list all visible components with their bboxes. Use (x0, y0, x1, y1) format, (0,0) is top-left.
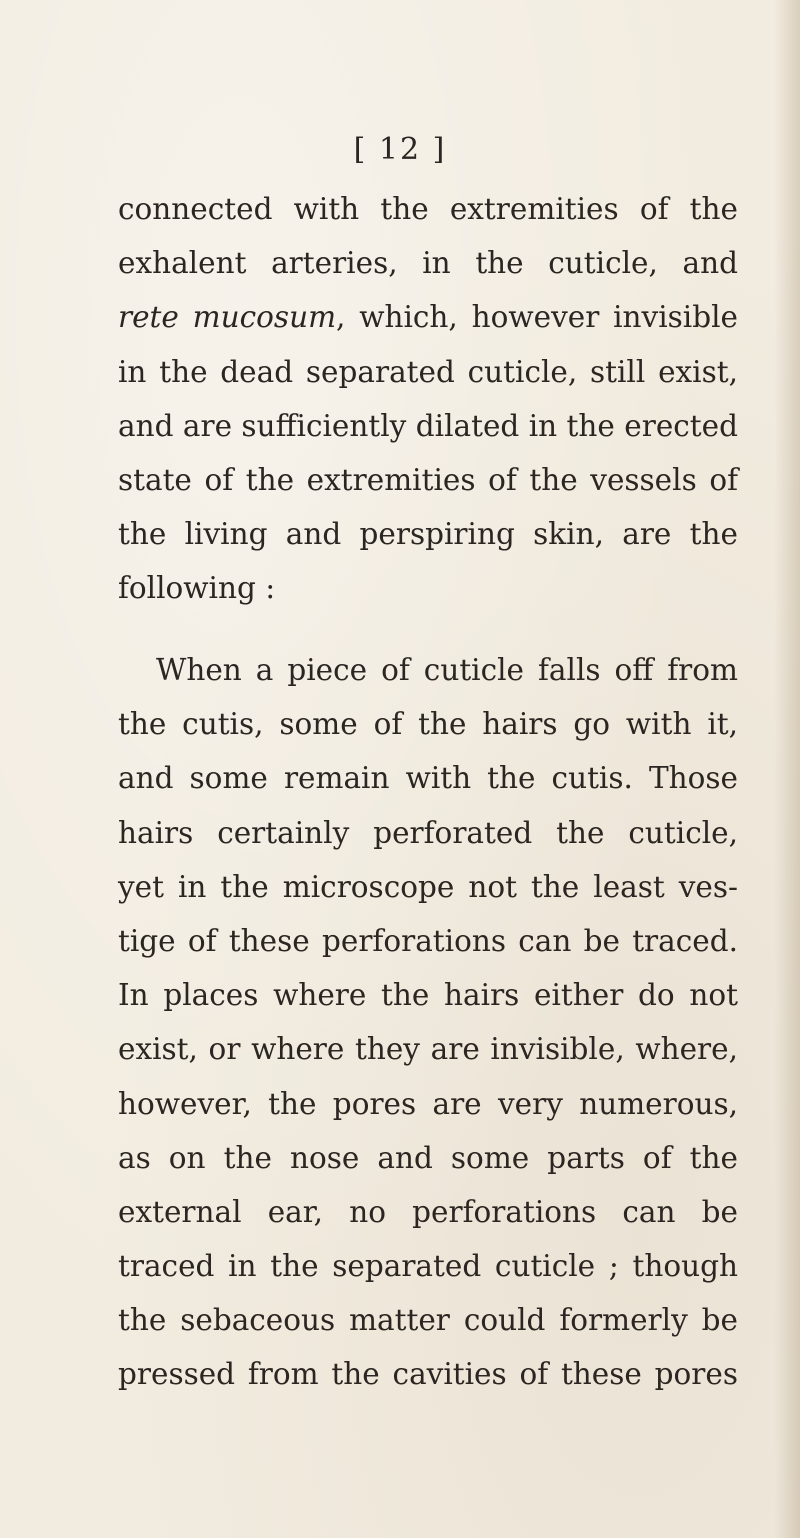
italic-phrase: rete mucosum (118, 300, 337, 335)
text-line: yet in the microscope not the least ves- (118, 869, 738, 904)
text-line: and some remain with the cutis. Those (118, 761, 738, 796)
text-line: as on the nose and some parts of the (118, 1140, 738, 1175)
page-number: [ 12 ] (353, 132, 447, 167)
text-line: the sebaceous matter could formerly be (118, 1303, 738, 1338)
text-line: connected with the extremities of the (118, 192, 738, 226)
text-line: and are sufficiently dilated in the erected (118, 408, 738, 443)
text-line: state of the extremities of the vessels of (118, 462, 738, 497)
text-line: tige of these perforations can be traced. (118, 923, 738, 958)
page-edge-shadow (774, 0, 800, 1538)
text-line: When a piece of cuticle falls off from (156, 653, 738, 687)
text-line: traced in the separated cuticle ; though (118, 1249, 738, 1284)
text-line: following : (118, 571, 276, 606)
text-line: the living and perspiring skin, are the (118, 517, 738, 552)
text-line: however, the pores are very numerous, (118, 1086, 738, 1121)
text-line: pressed from the cavities of these pores (118, 1357, 738, 1392)
text-line-rest: , which, however invisible (336, 300, 738, 335)
text-line: the cutis, some of the hairs go with it, (118, 707, 738, 742)
text-line: external ear, no perforations can be (118, 1194, 738, 1229)
paragraph-2 (118, 643, 738, 1402)
text-line: in the dead separated cuticle, still exist, (118, 354, 738, 389)
paragraph-1 (118, 182, 738, 616)
text-line: hairs certainly perforated the cuticle, (118, 815, 738, 850)
text-line: exhalent arteries, in the cuticle, and (118, 246, 738, 281)
text-line-italic-phrase (118, 290, 738, 344)
text-line: exist, or where they are invisible, where, (118, 1032, 738, 1067)
text-line: In places where the hairs either do not (118, 978, 738, 1013)
